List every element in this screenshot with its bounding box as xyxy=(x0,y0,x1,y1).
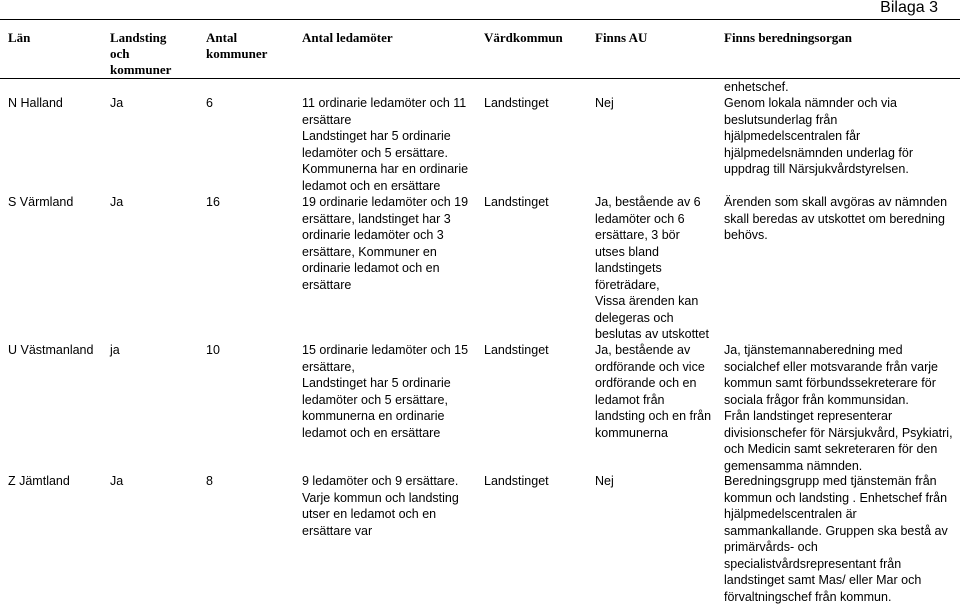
row-kommuner: 10 xyxy=(206,343,220,357)
header-bottom-border xyxy=(0,78,960,79)
header-finns-beredning: Finns beredningsorgan xyxy=(724,30,852,45)
row-lan: U Västmanland xyxy=(8,343,94,357)
row-kommuner: 8 xyxy=(206,474,213,488)
row-au: Nej xyxy=(595,474,614,488)
header-lan: Län xyxy=(8,30,31,45)
row-kommuner: 16 xyxy=(206,195,220,209)
row-landsting: Ja xyxy=(110,195,124,209)
continued-text: enhetschef. xyxy=(724,80,789,94)
header-vardkommun: Värdkommun xyxy=(484,30,563,45)
header-finns-au: Finns AU xyxy=(595,30,648,45)
row-beredning: Genom lokala nämnder och via beslutsunderlag från hjälpmedelscentralen får hjälpmedelsnämnden underlag för uppdrag till Närsjukvårdstyrelsen. xyxy=(724,96,914,176)
row-au: Ja, bestående av 6 ledamöter och 6 ersättare, 3 bör utses bland landstingets företrädare, Vissa ärenden kan delegeras och beslutas av utskottet xyxy=(595,195,709,341)
row-ledamoter: 11 ordinarie ledamöter och 11 ersättare Landstinget har 5 ordinarie ledamöter och 5 ersättare. Kommunerna har en ordinarie ledamot och en ersättare xyxy=(302,96,469,193)
row-lan: N Halland xyxy=(8,96,63,110)
row-au: Ja, bestående av ordförande och vice ordförande och en ledamot från landsting och en från kommunerna xyxy=(595,343,712,440)
row-lan: Z Jämtland xyxy=(8,474,70,488)
row-au: Nej xyxy=(595,96,614,110)
row-beredning: Ja, tjänstemannaberedning med socialchef eller motsvarande från varje kommun samt förbundssekreterare för sociala frågor från kommunsidan. Från landstinget representerar divisionschefer för Närsjukvård, Psykiatri, och Medicin samt sekreteraren för den gemensamma nämnden. xyxy=(724,343,953,473)
row-lan: S Värmland xyxy=(8,195,74,209)
row-landsting: Ja xyxy=(110,474,124,488)
row-vardkommun: Landstinget xyxy=(484,96,549,110)
row-vardkommun: Landstinget xyxy=(484,343,549,357)
row-landsting: Ja xyxy=(110,96,124,110)
row-beredning: Beredningsgrupp med tjänstemän från kommun och landsting . Enhetschef från hjälpmedelscentralen är sammankallande. Gruppen ska bestå av primärvårds- och specialistvårdsrepresentant från landstinget samt Mas/ eller Mar och förvaltningschef från kommun. xyxy=(724,474,948,604)
header-landsting: Landsting och kommuner xyxy=(110,30,172,77)
row-ledamoter: 19 ordinarie ledamöter och 19 ersättare, landstinget har 3 ordinarie ledamöter och 3 ersättare, Kommuner en ordinarie ledamot och en ersättare xyxy=(302,195,469,292)
header-antal-kommuner: Antal kommuner xyxy=(206,30,268,61)
row-vardkommun: Landstinget xyxy=(484,195,549,209)
appendix-label: Bilaga 3 xyxy=(880,0,938,16)
row-beredning: Ärenden som skall avgöras av nämnden skall beredas av utskottet om beredning behövs. xyxy=(724,195,948,242)
row-ledamoter: 9 ledamöter och 9 ersättare. Varje kommun och landsting utser en ledamot och en ersättare var xyxy=(302,474,459,538)
row-vardkommun: Landstinget xyxy=(484,474,549,488)
row-kommuner: 6 xyxy=(206,96,213,110)
table-top-border xyxy=(0,19,960,20)
row-landsting: ja xyxy=(110,343,120,357)
header-antal-ledamoter: Antal ledamöter xyxy=(302,30,393,45)
row-ledamoter: 15 ordinarie ledamöter och 15 ersättare, Landstinget har 5 ordinarie ledamöter och 5 ersättare, kommunerna en ordinarie ledamot och en ersättare xyxy=(302,343,469,440)
